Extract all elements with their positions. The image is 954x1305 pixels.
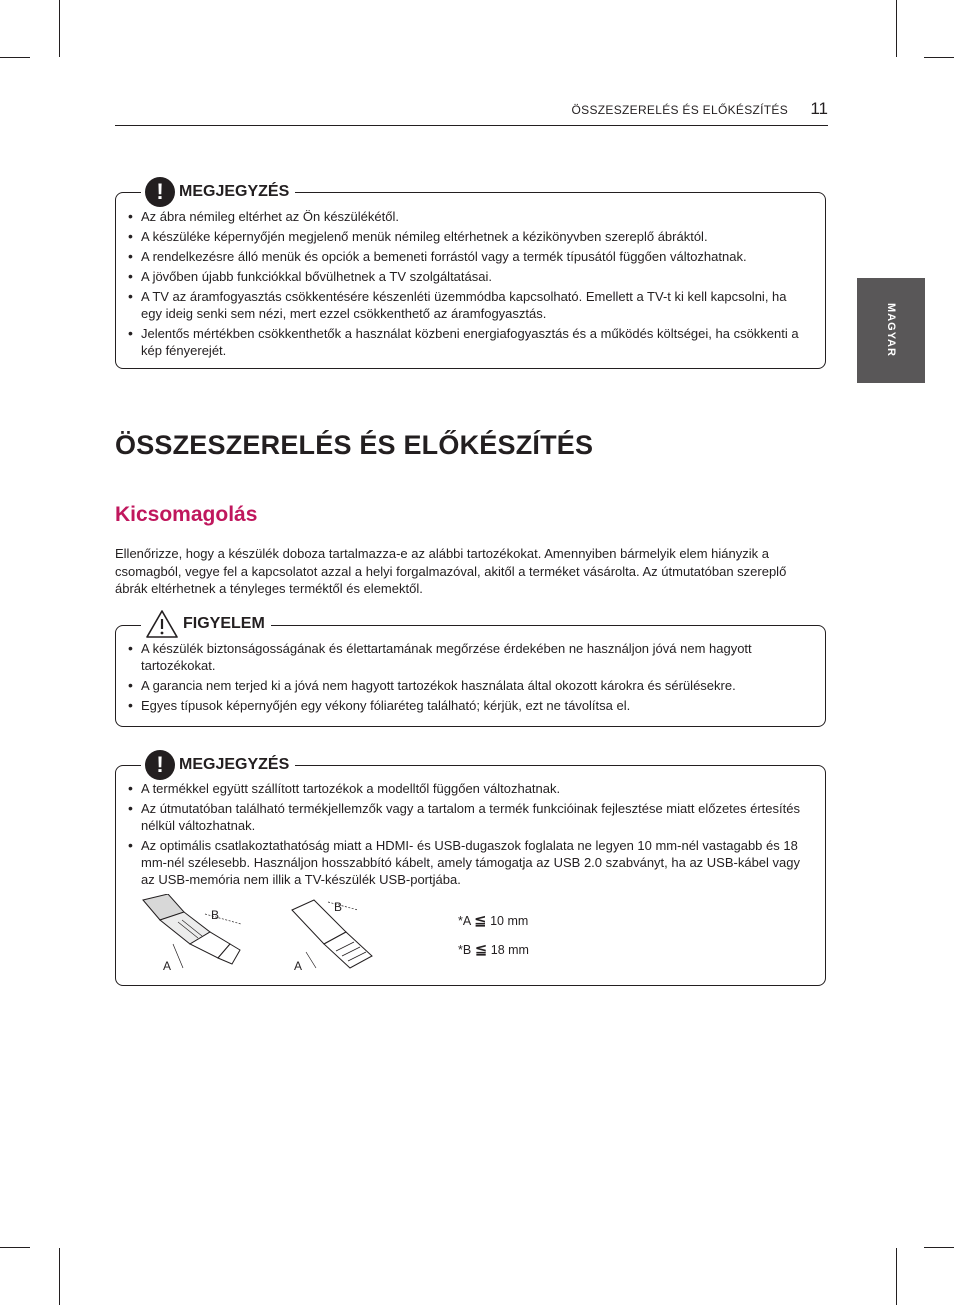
crop-mark xyxy=(59,1248,60,1305)
list-item: • A készülék biztonságosságának és élettartamának megőrzése érdekében ne használjon jóvá nem hagyott tartozékokat. xyxy=(128,640,811,674)
language-tab xyxy=(857,278,925,383)
intro-paragraph: Ellenőrizze, hogy a készülék doboza tartalmazza-e az alábbi tartozékokat. Amennyiben bármelyik elem hiányzik a csomagból, vegye fel a kapcsolatot azzal a helyi forgalmazóval, akitől a terméket vásárolta. Az útmutatóban szereplő ábrák eltérhetnek a tényleges terméktől és elemektől. xyxy=(115,546,787,596)
list-item: • A termékkel együtt szállított tartozékok a modelltől függően változhatnak. xyxy=(128,780,811,797)
section-subtitle: Kicsomagolás xyxy=(115,503,258,526)
caution-list xyxy=(128,640,811,717)
language-tab-label: MAGYAR xyxy=(885,303,897,357)
list-item: • A készüléke képernyőjén megjelenő menük némileg eltérhetnek a kézikönyvben szereplő ábráktól. xyxy=(128,228,811,245)
crop-mark xyxy=(0,1247,30,1248)
note-box xyxy=(115,179,826,369)
note-box xyxy=(115,752,826,986)
list-item: • Jelentős mértékben csökkenthetők a használat közbeni energiafogyasztás és a működés költségei, ha csökkenti a kép fényerejét. xyxy=(128,325,811,359)
crop-mark xyxy=(59,0,60,57)
list-item: • A jövőben újabb funkciókkal bővülhetnek a TV szolgáltatásai. xyxy=(128,268,811,285)
note-box-header xyxy=(141,748,295,782)
list-item: • Az útmutatóban található termékjellemzők vagy a tartalom a termék funkcióinak fejlesztése miatt előzetes értesítés nélkül változhatnak. xyxy=(128,800,811,834)
list-item: • A garancia nem terjed ki a jóvá nem hagyott tartozékok használata által okozott károkra és sérülésekre. xyxy=(128,677,811,694)
warning-triangle-icon xyxy=(145,609,179,639)
list-item: • Egyes típusok képernyőjén egy vékony fóliaréteg található; kérjük, ezt ne távolítsa el. xyxy=(128,697,811,714)
page-title: ÖSSZESZERELÉS ÉS ELŐKÉSZÍTÉS xyxy=(115,430,594,460)
crop-mark xyxy=(896,1248,897,1305)
hdmi-plug-diagram xyxy=(138,894,253,974)
caution-box-header xyxy=(141,607,271,641)
note-list xyxy=(128,780,811,891)
crop-mark xyxy=(896,0,897,57)
list-item: • Az optimális csatlakoztathatóság miatt a HDMI- és USB-dugaszok foglalata ne legyen 10 mm-nél vastagabb és 18 mm-nél szélesebb. Használjon hosszabbító kábelt, amely támogatja az USB 2.0 szabványt, ha az USB-kábel vagy az USB-memória nem illik a TV-készülék USB-portjába. xyxy=(128,837,811,888)
dimension-b: *B ≦ 18 mm xyxy=(458,941,529,958)
list-item: • Az ábra némileg eltérhet az Ön készülékétől. xyxy=(128,208,811,225)
note-box-header xyxy=(141,175,295,209)
caution-heading: FIGYELEM xyxy=(183,615,265,632)
crop-mark xyxy=(0,57,30,58)
page-number: 11 xyxy=(810,99,828,118)
hdmi-label-a: A xyxy=(163,959,172,973)
list-item: • A TV az áramfogyasztás csökkentésére készenléti üzemmódba kapcsolható. Emellett a TV-t ki kell kapcsolni, ha egy ideig senki sem nézi, mert ezzel csökkenthető az áramfogyasztás. xyxy=(128,288,811,322)
running-header xyxy=(115,100,828,126)
crop-mark xyxy=(924,57,954,58)
caution-box xyxy=(115,615,826,727)
note-list xyxy=(128,208,811,362)
crop-mark xyxy=(924,1247,954,1248)
note-heading: MEGJEGYZÉS xyxy=(179,183,290,200)
usb-label-b: B xyxy=(334,900,343,914)
running-header-title: ÖSSZESZERELÉS ÉS ELŐKÉSZÍTÉS xyxy=(571,103,788,117)
exclamation-circle-icon: ! xyxy=(145,750,175,780)
hdmi-label-b: B xyxy=(211,908,220,922)
list-item: • A rendelkezésre álló menük és opciók a bemeneti forrástól vagy a termék típusától függően változhatnak. xyxy=(128,248,811,265)
usb-label-a: A xyxy=(294,959,303,973)
note-heading: MEGJEGYZÉS xyxy=(179,756,290,773)
dimension-a: *A ≦ 10 mm xyxy=(458,912,529,929)
exclamation-circle-icon: ! xyxy=(145,177,175,207)
